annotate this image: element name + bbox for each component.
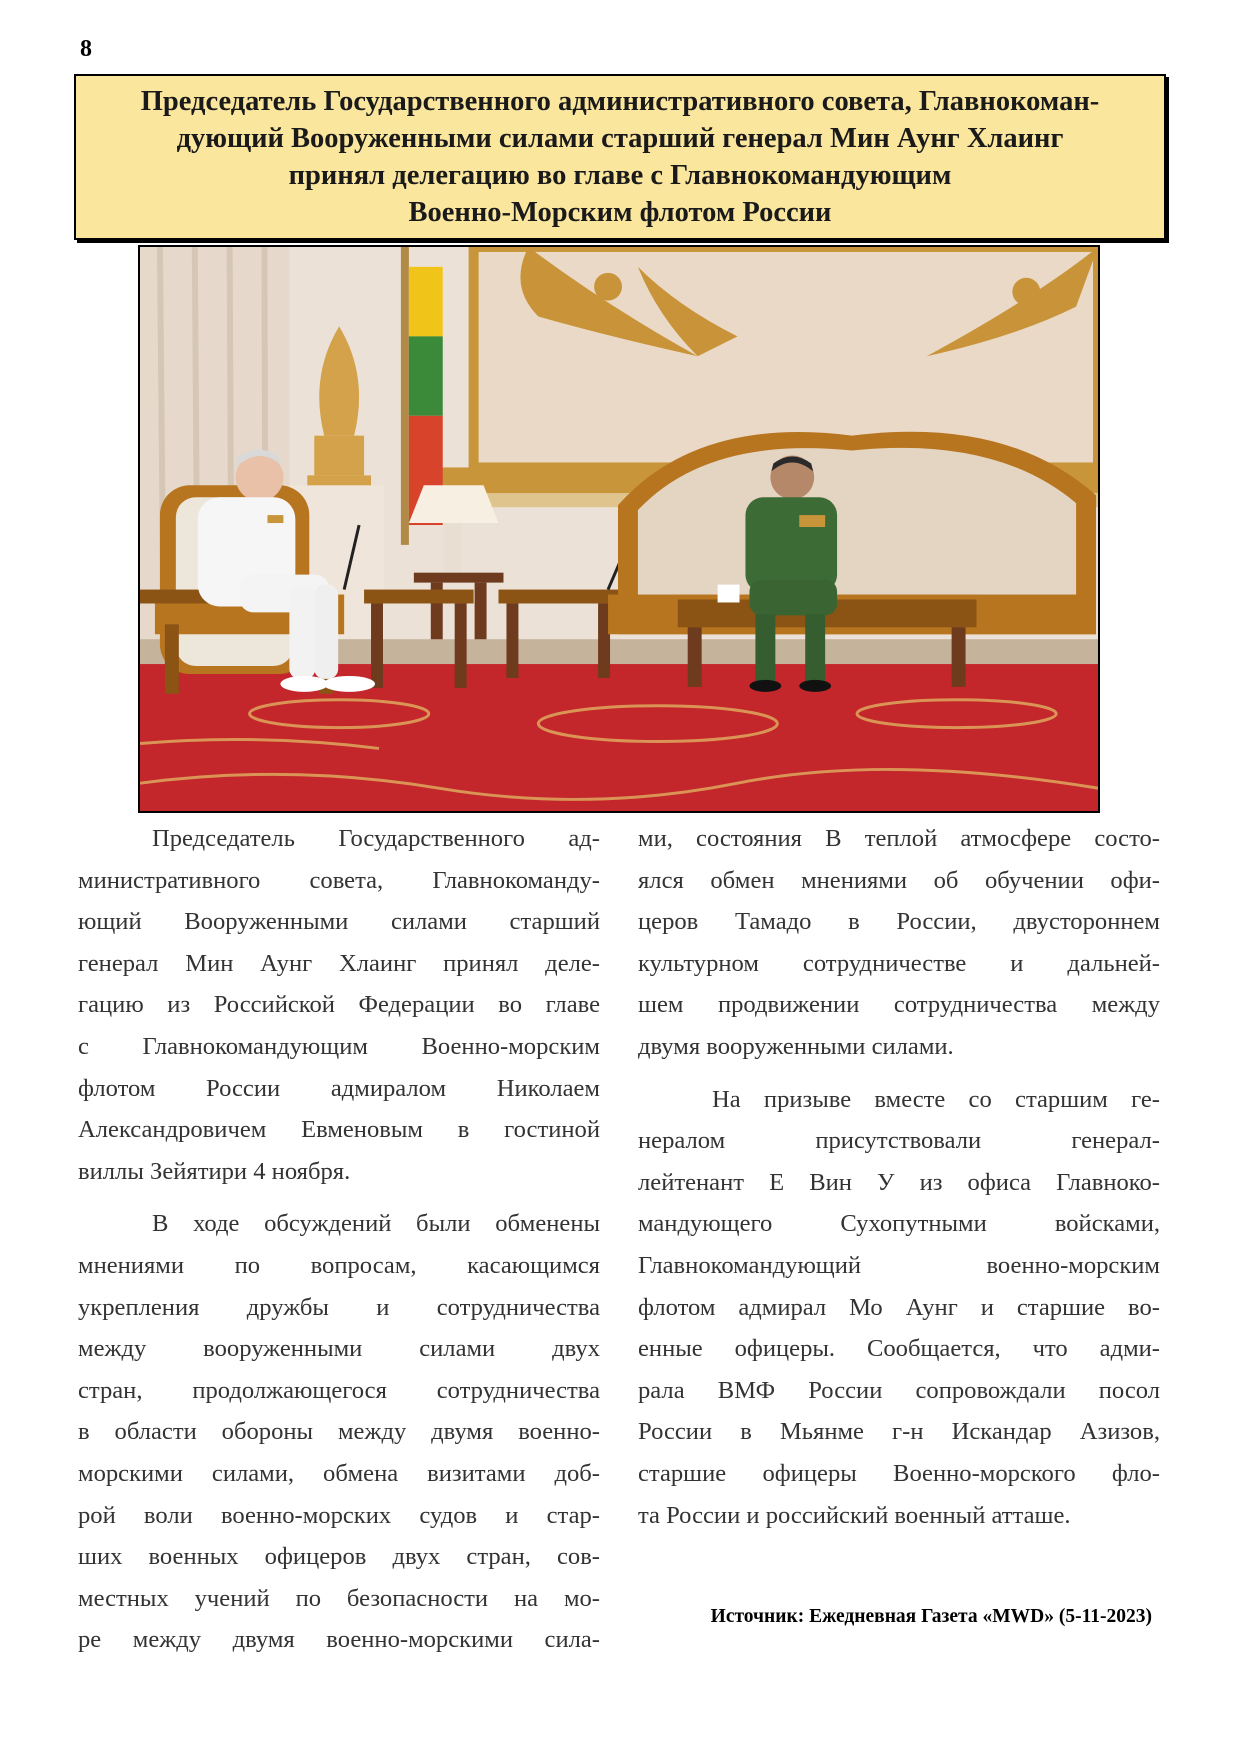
article-line: флотом России адмиралом Николаем <box>78 1074 600 1102</box>
article-line: в области обороны между двумя военно- <box>78 1418 600 1446</box>
headline-line: принял делегацию во главе с Главнокомандующим <box>288 160 952 191</box>
article-line: В ходе обсуждений были обменены <box>152 1210 600 1238</box>
page-number: 8 <box>80 36 92 62</box>
article-line: Председатель Государственного ад- <box>152 825 600 852</box>
article-line: Главнокомандующий военно-морским <box>638 1251 1160 1279</box>
source-credit: Источник: Ежедневная Газета «MWD» (5-11-2023) <box>710 1606 1152 1627</box>
article-line: двумя вооруженными силами. <box>638 1032 954 1060</box>
article-line: мандующего Сухопутными войсками, <box>638 1210 1160 1238</box>
article-line: церов Тамадо в России, двустороннем <box>638 908 1160 936</box>
article-line: министративного совета, Главнокоманду- <box>78 866 600 894</box>
article-line: лейтенант Е Вин У из офиса Главноко- <box>638 1168 1160 1196</box>
article-line: культурном сотрудничестве и дальней- <box>638 949 1160 977</box>
article-line: шем продвижении сотрудничества между <box>638 991 1160 1019</box>
article-line: России в Мьянме г-н Искандар Азизов, <box>638 1418 1160 1446</box>
meeting-photo <box>138 245 1100 813</box>
headline-box <box>74 74 1166 240</box>
article-line: ми, состояния В теплой атмосфере состо- <box>638 825 1160 852</box>
article-line: гацию из Российской Федерации во главе <box>78 991 600 1019</box>
article-line: рой воли военно-морских судов и стар- <box>78 1501 600 1529</box>
article-line: нералом присутствовали генерал- <box>638 1127 1160 1155</box>
article-right-column <box>638 818 1160 1536</box>
article-line: виллы Зейятири 4 ноября. <box>78 1157 351 1185</box>
article-line: укрепления дружбы и сотрудничества <box>78 1293 600 1321</box>
article-line: стран, продолжающегося сотрудничества <box>78 1376 600 1404</box>
headline-line: Военно-Морским флотом России <box>408 197 832 228</box>
article-line: морскими силами, обмена визитами доб- <box>78 1459 600 1487</box>
article-line: Александровичем Евменовым в гостиной <box>78 1116 600 1144</box>
article-line: ющий Вооруженными силами старший <box>78 908 600 936</box>
meeting-photo-illustration <box>140 247 1098 811</box>
article-line: ших военных офицеров двух стран, сов- <box>78 1543 600 1571</box>
article-line: флотом адмирал Мо Аунг и старшие во- <box>638 1293 1160 1321</box>
article-line: та России и российский военный атташе. <box>638 1501 1071 1529</box>
article-line: ялся обмен мнениями об обучении офи- <box>638 866 1160 894</box>
article-line: генерал Мин Аунг Хлаинг принял деле- <box>78 949 600 977</box>
article-left-column <box>78 818 600 1661</box>
article-line: рала ВМФ России сопровождали посол <box>638 1376 1160 1404</box>
article-line: ре между двумя военно-морскими сила- <box>78 1626 600 1654</box>
article-line: енные офицеры. Сообщается, что адми- <box>638 1335 1160 1363</box>
article-line: старшие офицеры Военно-морского фло- <box>638 1459 1160 1487</box>
article-line: На призыве вместе со старшим ге- <box>712 1085 1160 1113</box>
headline-line: Председатель Государственного административного совета, Главнокоман- <box>140 86 1100 117</box>
article-line: мнениями по вопросам, касающимся <box>78 1251 600 1279</box>
headline-line: дующий Вооруженными силами старший генерал Мин Аунг Хлаинг <box>176 123 1064 154</box>
article-line: с Главнокомандующим Военно-морским <box>78 1032 600 1060</box>
article-line: между вооруженными силами двух <box>78 1335 600 1363</box>
article-line: местных учений по безопасности на мо- <box>78 1584 600 1612</box>
